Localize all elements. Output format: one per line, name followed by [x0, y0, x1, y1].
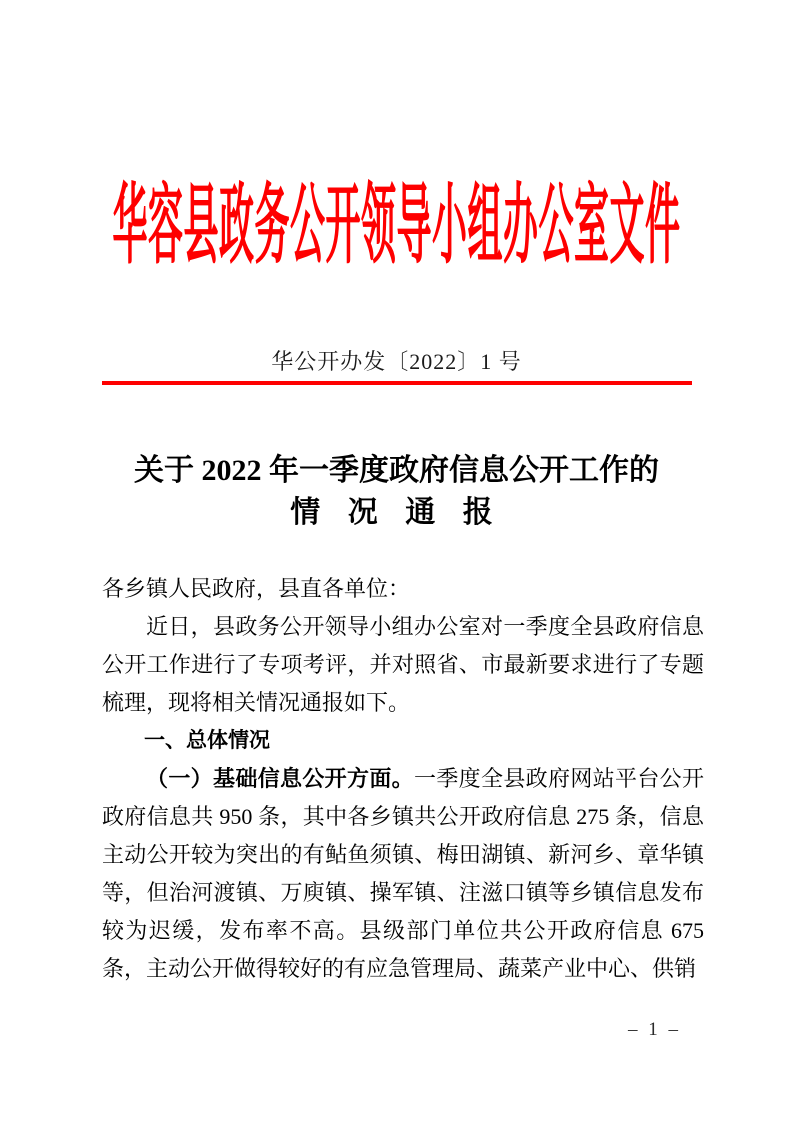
subsection-lead-label: （一）基础信息公开方面。: [146, 766, 414, 791]
document-title: [0, 450, 793, 534]
subsection-paragraph: [102, 760, 704, 988]
document-body: [102, 570, 704, 988]
document-title-line2: 情 况 通 报: [290, 496, 503, 529]
salutation-line: 各乡镇人民政府，县直各单位：: [102, 576, 411, 601]
page-number: – 1 –: [628, 1019, 681, 1040]
subsection-body-text: 一季度全县政府网站平台公开政府信息共 950 条，其中各乡镇共公开政府信息 275 条，信息主动公开较为突出的有鲇鱼须镇、梅田湖镇、新河乡、章华镇等，但治河渡镇、万庾镇、操军镇、注滋口镇等乡镇信息发布较为迟缓，发布率不高。县级部门单位共公开政府信息 675 条，主动公开做得较好的有应急管理局、蔬菜产业中心、供销: [102, 766, 704, 981]
letterhead-org-title: 华容县政务公开领导小组办公室文件: [112, 177, 681, 275]
doc-number: 华公开办发〔2022〕1 号: [271, 349, 522, 374]
section-heading-overall-situation: 一、总体情况: [144, 729, 270, 752]
document-title-line1: 关于 2022 年一季度政府信息公开工作的: [134, 454, 659, 487]
letterhead-divider-line: [102, 381, 692, 385]
intro-paragraph: 近日，县政务公开领导小组办公室对一季度全县政府信息公开工作进行了专项考评，并对照省、市最新要求进行了专题梳理，现将相关情况通报如下。: [102, 614, 704, 715]
